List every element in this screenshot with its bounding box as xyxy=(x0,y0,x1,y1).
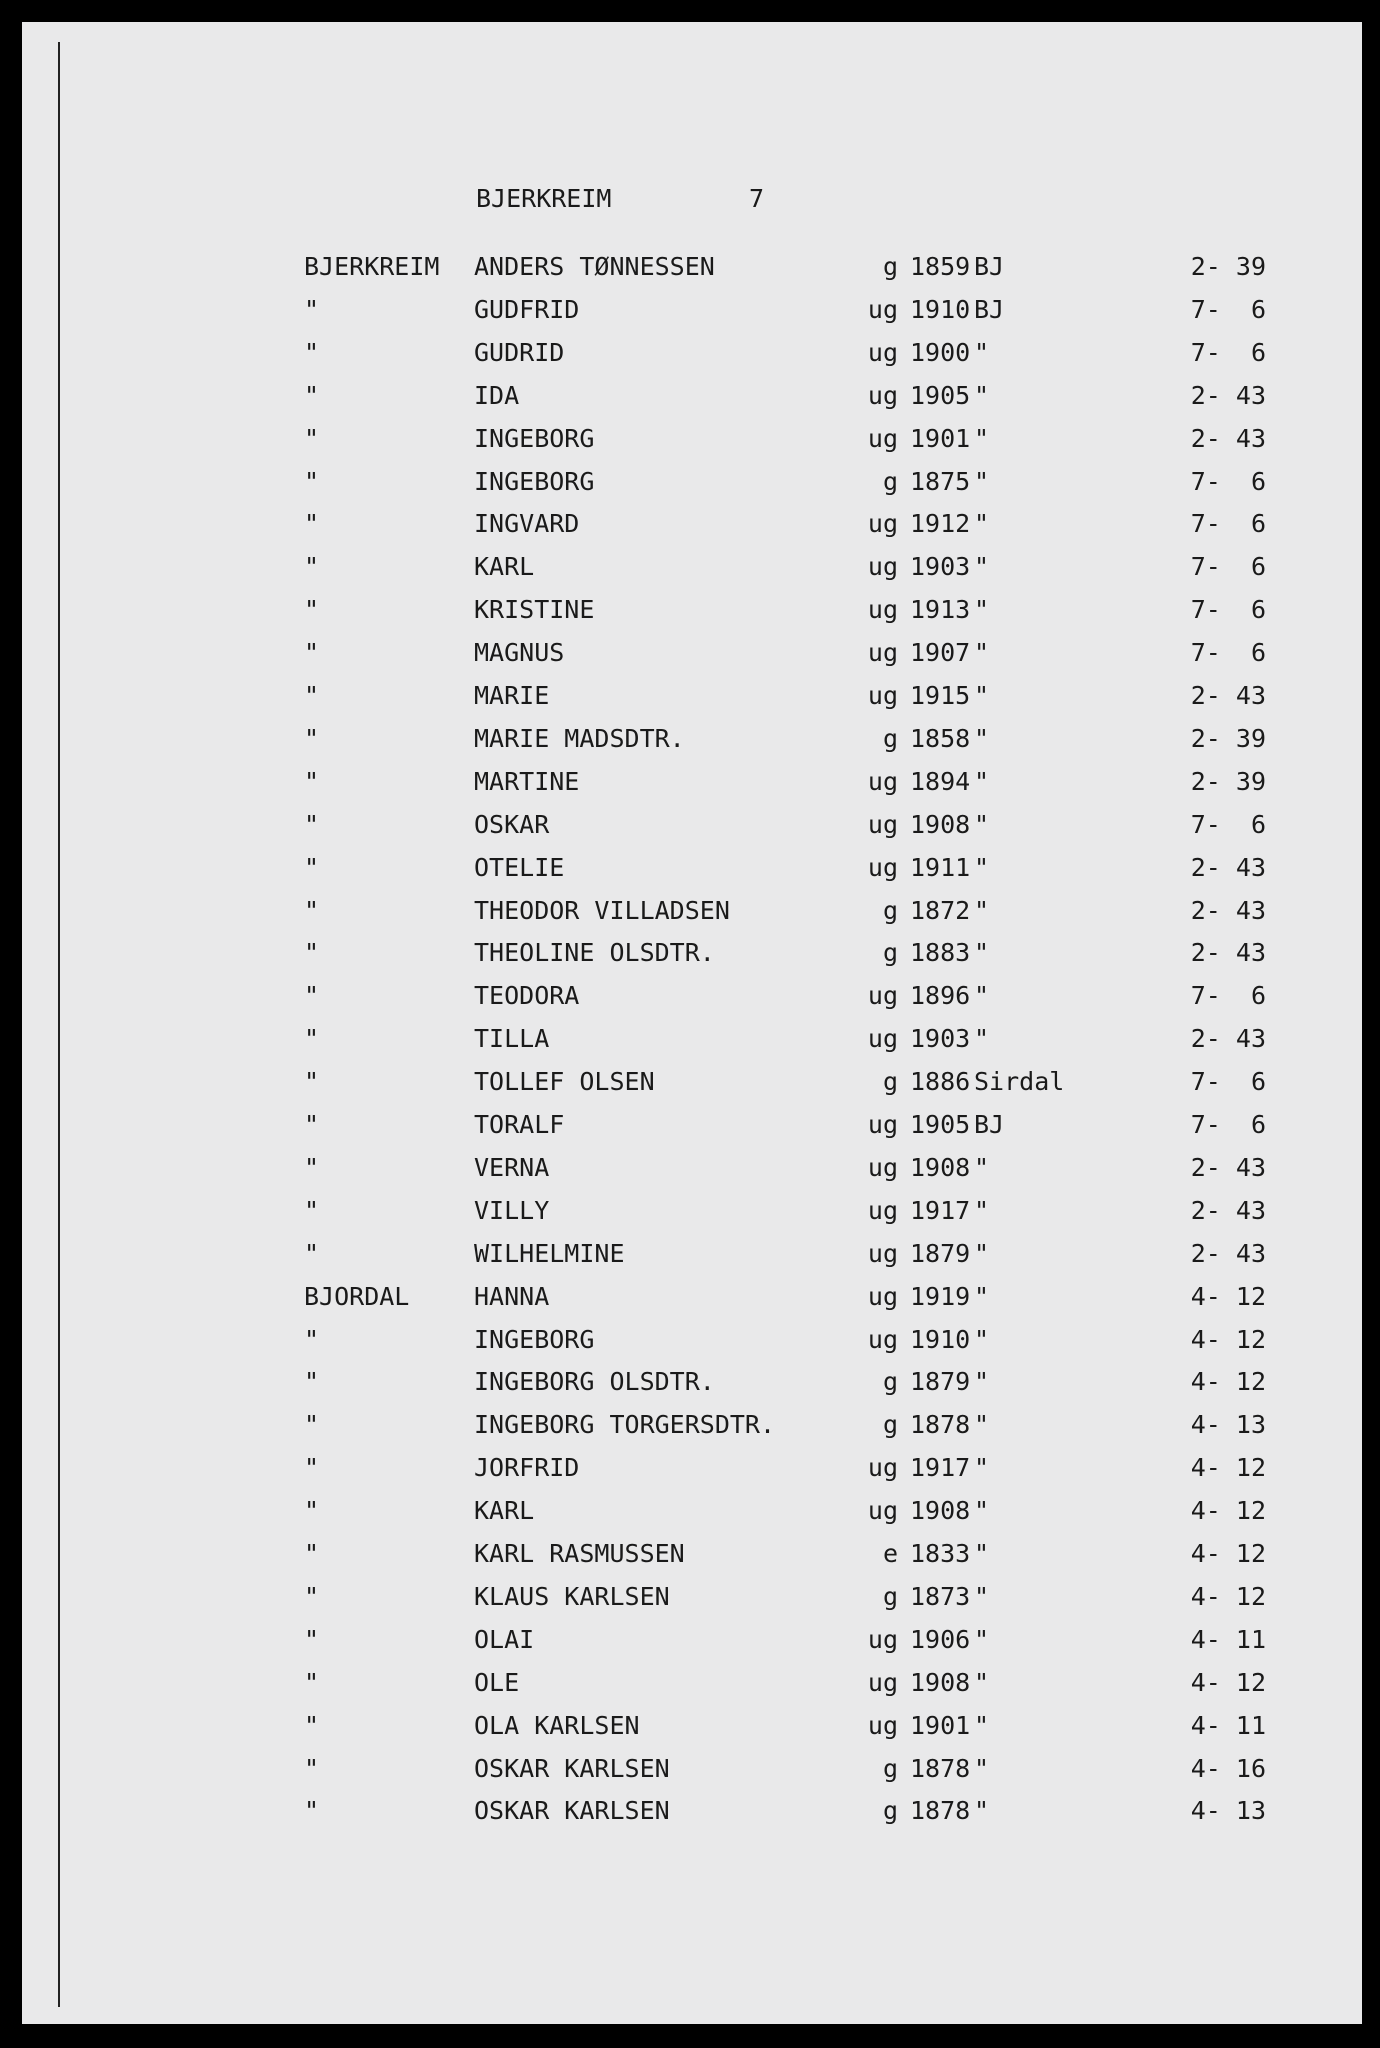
place-cell: " xyxy=(304,466,320,496)
birth-year-cell: 1913 xyxy=(910,595,971,625)
place-cell: " xyxy=(304,981,320,1011)
document-page xyxy=(22,22,1362,2024)
status-cell: g xyxy=(882,1067,898,1097)
reference-cell: 4- 12 xyxy=(1190,1453,1266,1483)
reference-cell: 4- 12 xyxy=(1190,1324,1266,1354)
place-cell: " xyxy=(304,681,320,710)
origin-cell: " xyxy=(974,1496,990,1526)
birth-year-cell: 1919 xyxy=(910,1281,971,1311)
name-cell: VILLY xyxy=(474,1195,550,1225)
birth-year-cell: 1894 xyxy=(910,766,971,796)
place-cell: " xyxy=(304,1324,320,1354)
register-row xyxy=(22,767,1362,807)
reference-cell: 4- 12 xyxy=(1190,1539,1266,1568)
status-cell: ug xyxy=(867,1195,898,1225)
status-cell: ug xyxy=(867,766,898,796)
register-row xyxy=(22,552,1362,592)
status-cell: g xyxy=(882,1367,898,1397)
origin-cell: " xyxy=(974,1024,990,1054)
birth-year-cell: 1875 xyxy=(910,466,971,496)
origin-cell: " xyxy=(974,1796,990,1826)
status-cell: g xyxy=(882,895,898,925)
birth-year-cell: 1873 xyxy=(910,1581,971,1611)
place-cell: " xyxy=(304,1152,320,1182)
status-cell: ug xyxy=(867,595,898,625)
status-cell: ug xyxy=(867,981,898,1011)
page-number: 7 xyxy=(749,184,765,213)
origin-cell: " xyxy=(974,380,990,410)
place-cell: " xyxy=(304,552,320,582)
place-cell: " xyxy=(304,1667,320,1697)
name-cell: GUDFRID xyxy=(474,294,580,324)
status-cell: ug xyxy=(867,1281,898,1311)
status-cell: g xyxy=(882,723,898,753)
birth-year-cell: 1859 xyxy=(910,252,971,281)
name-cell: JORFRID xyxy=(474,1453,580,1483)
status-cell: ug xyxy=(867,294,898,324)
place-cell: " xyxy=(304,1110,320,1139)
reference-cell: 4- 12 xyxy=(1190,1667,1266,1697)
status-cell: ug xyxy=(867,337,898,367)
reference-cell: 2- 43 xyxy=(1190,1195,1266,1225)
place-cell: " xyxy=(304,895,320,925)
reference-cell: 2- 43 xyxy=(1190,681,1266,710)
origin-cell: " xyxy=(974,1581,990,1611)
reference-cell: 7- 6 xyxy=(1190,294,1266,324)
origin-cell: " xyxy=(974,809,990,839)
register-row xyxy=(22,1582,1362,1622)
origin-cell: BJ xyxy=(974,294,1005,324)
status-cell: ug xyxy=(867,638,898,668)
register-row xyxy=(22,295,1362,335)
name-cell: THEODOR VILLADSEN xyxy=(474,895,730,925)
birth-year-cell: 1905 xyxy=(910,380,971,410)
birth-year-cell: 1911 xyxy=(910,852,971,882)
reference-cell: 4- 12 xyxy=(1190,1281,1266,1311)
reference-cell: 4- 11 xyxy=(1190,1624,1266,1654)
name-cell: KARL xyxy=(474,1496,535,1526)
reference-cell: 2- 43 xyxy=(1190,1238,1266,1268)
origin-cell: " xyxy=(974,552,990,582)
place-cell: " xyxy=(304,938,320,968)
place-cell: " xyxy=(304,1238,320,1268)
reference-cell: 4- 12 xyxy=(1190,1367,1266,1397)
name-cell: KARL RASMUSSEN xyxy=(474,1539,685,1568)
name-cell: TOLLEF OLSEN xyxy=(474,1067,655,1097)
birth-year-cell: 1908 xyxy=(910,1667,971,1697)
status-cell: ug xyxy=(867,509,898,539)
status-cell: ug xyxy=(867,1453,898,1483)
status-cell: e xyxy=(882,1539,898,1568)
name-cell: HANNA xyxy=(474,1281,550,1311)
register-row xyxy=(22,1711,1362,1751)
name-cell: INGEBORG xyxy=(474,423,595,453)
register-row xyxy=(22,1625,1362,1665)
register-row xyxy=(22,338,1362,378)
place-cell: " xyxy=(304,380,320,410)
status-cell: ug xyxy=(867,1238,898,1268)
name-cell: MARTINE xyxy=(474,766,580,796)
reference-cell: 7- 6 xyxy=(1190,509,1266,539)
place-cell: " xyxy=(304,1496,320,1526)
place-cell: " xyxy=(304,1195,320,1225)
register-row xyxy=(22,1239,1362,1279)
origin-cell: " xyxy=(974,981,990,1011)
place-cell: " xyxy=(304,1753,320,1783)
name-cell: TORALF xyxy=(474,1110,565,1139)
origin-cell: " xyxy=(974,1453,990,1483)
birth-year-cell: 1910 xyxy=(910,1324,971,1354)
name-cell: OLAI xyxy=(474,1624,535,1654)
place-cell: " xyxy=(304,723,320,753)
place-cell: " xyxy=(304,509,320,539)
place-cell: " xyxy=(304,1367,320,1397)
name-cell: MARIE MADSDTR. xyxy=(474,723,685,753)
reference-cell: 7- 6 xyxy=(1190,981,1266,1011)
reference-cell: 7- 6 xyxy=(1190,552,1266,582)
place-cell: " xyxy=(304,423,320,453)
name-cell: ANDERS TØNNESSEN xyxy=(474,252,715,281)
place-cell: " xyxy=(304,1453,320,1483)
name-cell: OSKAR xyxy=(474,809,550,839)
origin-cell: " xyxy=(974,1667,990,1697)
origin-cell: " xyxy=(974,1710,990,1740)
register-row xyxy=(22,1453,1362,1493)
origin-cell: " xyxy=(974,852,990,882)
register-row xyxy=(22,810,1362,850)
status-cell: ug xyxy=(867,681,898,710)
reference-cell: 2- 43 xyxy=(1190,938,1266,968)
register-row xyxy=(22,1067,1362,1107)
reference-cell: 2- 39 xyxy=(1190,252,1266,281)
name-cell: KARL xyxy=(474,552,535,582)
birth-year-cell: 1879 xyxy=(910,1367,971,1397)
reference-cell: 7- 6 xyxy=(1190,466,1266,496)
name-cell: VERNA xyxy=(474,1152,550,1182)
birth-year-cell: 1878 xyxy=(910,1410,971,1440)
register-row xyxy=(22,1410,1362,1450)
register-row xyxy=(22,638,1362,678)
birth-year-cell: 1900 xyxy=(910,337,971,367)
birth-year-cell: 1905 xyxy=(910,1110,971,1139)
reference-cell: 7- 6 xyxy=(1190,1110,1266,1139)
origin-cell: " xyxy=(974,509,990,539)
status-cell: ug xyxy=(867,1024,898,1054)
origin-cell: " xyxy=(974,1624,990,1654)
birth-year-cell: 1878 xyxy=(910,1796,971,1826)
birth-year-cell: 1910 xyxy=(910,294,971,324)
place-cell: " xyxy=(304,766,320,796)
birth-year-cell: 1872 xyxy=(910,895,971,925)
place-cell: " xyxy=(304,852,320,882)
name-cell: GUDRID xyxy=(474,337,565,367)
status-cell: ug xyxy=(867,423,898,453)
register-row xyxy=(22,1196,1362,1236)
register-row xyxy=(22,724,1362,764)
place-cell: " xyxy=(304,294,320,324)
register-row xyxy=(22,1024,1362,1064)
place-cell: " xyxy=(304,595,320,625)
name-cell: OLE xyxy=(474,1667,520,1697)
origin-cell: " xyxy=(974,681,990,710)
register-row xyxy=(22,595,1362,635)
status-cell: g xyxy=(882,466,898,496)
status-cell: ug xyxy=(867,380,898,410)
name-cell: IDA xyxy=(474,380,520,410)
status-cell: g xyxy=(882,938,898,968)
register-row xyxy=(22,1796,1362,1836)
name-cell: OSKAR KARLSEN xyxy=(474,1796,670,1826)
origin-cell: " xyxy=(974,1410,990,1440)
birth-year-cell: 1906 xyxy=(910,1624,971,1654)
birth-year-cell: 1917 xyxy=(910,1453,971,1483)
register-row xyxy=(22,1153,1362,1193)
origin-cell: " xyxy=(974,337,990,367)
status-cell: g xyxy=(882,252,898,281)
origin-cell: " xyxy=(974,723,990,753)
name-cell: KRISTINE xyxy=(474,595,595,625)
register-row xyxy=(22,1496,1362,1536)
origin-cell: " xyxy=(974,638,990,668)
name-cell: OTELIE xyxy=(474,852,565,882)
origin-cell: " xyxy=(974,766,990,796)
register-row xyxy=(22,896,1362,936)
origin-cell: " xyxy=(974,466,990,496)
origin-cell: " xyxy=(974,1324,990,1354)
register-row xyxy=(22,467,1362,507)
name-cell: INGEBORG TORGERSDTR. xyxy=(474,1410,776,1440)
register-row xyxy=(22,853,1362,893)
name-cell: TILLA xyxy=(474,1024,550,1054)
origin-cell: " xyxy=(974,1539,990,1568)
status-cell: ug xyxy=(867,809,898,839)
origin-cell: " xyxy=(974,938,990,968)
birth-year-cell: 1833 xyxy=(910,1539,971,1568)
reference-cell: 4- 12 xyxy=(1190,1496,1266,1526)
register-row xyxy=(22,1110,1362,1150)
register-row xyxy=(22,1282,1362,1322)
birth-year-cell: 1917 xyxy=(910,1195,971,1225)
reference-cell: 2- 43 xyxy=(1190,380,1266,410)
status-cell: ug xyxy=(867,1710,898,1740)
origin-cell: " xyxy=(974,895,990,925)
status-cell: g xyxy=(882,1581,898,1611)
birth-year-cell: 1915 xyxy=(910,681,971,710)
birth-year-cell: 1901 xyxy=(910,1710,971,1740)
status-cell: ug xyxy=(867,1152,898,1182)
register-row xyxy=(22,1754,1362,1794)
reference-cell: 2- 39 xyxy=(1190,723,1266,753)
origin-cell: " xyxy=(974,1281,990,1311)
reference-cell: 4- 13 xyxy=(1190,1796,1266,1826)
birth-year-cell: 1907 xyxy=(910,638,971,668)
name-cell: INGEBORG xyxy=(474,466,595,496)
birth-year-cell: 1908 xyxy=(910,1152,971,1182)
status-cell: ug xyxy=(867,852,898,882)
place-cell: " xyxy=(304,1024,320,1054)
register-row xyxy=(22,1367,1362,1407)
place-cell: " xyxy=(304,1067,320,1097)
place-cell: " xyxy=(304,1539,320,1568)
origin-cell: " xyxy=(974,1195,990,1225)
place-cell: " xyxy=(304,1796,320,1826)
place-cell: " xyxy=(304,1624,320,1654)
reference-cell: 7- 6 xyxy=(1190,595,1266,625)
birth-year-cell: 1903 xyxy=(910,1024,971,1054)
name-cell: THEOLINE OLSDTR. xyxy=(474,938,715,968)
register-row xyxy=(22,681,1362,721)
place-cell: BJORDAL xyxy=(304,1281,410,1311)
register-row xyxy=(22,981,1362,1021)
birth-year-cell: 1858 xyxy=(910,723,971,753)
birth-year-cell: 1878 xyxy=(910,1753,971,1783)
birth-year-cell: 1903 xyxy=(910,552,971,582)
register-row xyxy=(22,424,1362,464)
name-cell: WILHELMINE xyxy=(474,1238,625,1268)
status-cell: g xyxy=(882,1410,898,1440)
origin-cell: " xyxy=(974,1238,990,1268)
register-row xyxy=(22,252,1362,292)
place-cell: " xyxy=(304,1410,320,1440)
status-cell: ug xyxy=(867,1324,898,1354)
origin-cell: Sirdal xyxy=(974,1067,1065,1097)
place-cell: " xyxy=(304,638,320,668)
reference-cell: 2- 43 xyxy=(1190,423,1266,453)
name-cell: OLA KARLSEN xyxy=(474,1710,640,1740)
place-cell: " xyxy=(304,809,320,839)
birth-year-cell: 1908 xyxy=(910,809,971,839)
origin-cell: " xyxy=(974,1367,990,1397)
name-cell: INGEBORG OLSDTR. xyxy=(474,1367,715,1397)
reference-cell: 2- 43 xyxy=(1190,852,1266,882)
register-row xyxy=(22,1668,1362,1708)
origin-cell: BJ xyxy=(974,252,1005,281)
origin-cell: " xyxy=(974,423,990,453)
birth-year-cell: 1901 xyxy=(910,423,971,453)
name-cell: MAGNUS xyxy=(474,638,565,668)
birth-year-cell: 1883 xyxy=(910,938,971,968)
reference-cell: 7- 6 xyxy=(1190,809,1266,839)
register-row xyxy=(22,1325,1362,1365)
origin-cell: " xyxy=(974,1753,990,1783)
name-cell: OSKAR KARLSEN xyxy=(474,1753,670,1783)
status-cell: ug xyxy=(867,1624,898,1654)
name-cell: MARIE xyxy=(474,681,550,710)
status-cell: ug xyxy=(867,552,898,582)
status-cell: ug xyxy=(867,1110,898,1139)
birth-year-cell: 1908 xyxy=(910,1496,971,1526)
birth-year-cell: 1912 xyxy=(910,509,971,539)
reference-cell: 7- 6 xyxy=(1190,638,1266,668)
place-cell: " xyxy=(304,1710,320,1740)
reference-cell: 2- 39 xyxy=(1190,766,1266,796)
reference-cell: 7- 6 xyxy=(1190,1067,1266,1097)
reference-cell: 2- 43 xyxy=(1190,895,1266,925)
origin-cell: " xyxy=(974,1152,990,1182)
status-cell: ug xyxy=(867,1496,898,1526)
name-cell: INGEBORG xyxy=(474,1324,595,1354)
register-row xyxy=(22,381,1362,421)
birth-year-cell: 1886 xyxy=(910,1067,971,1097)
status-cell: g xyxy=(882,1753,898,1783)
name-cell: INGVARD xyxy=(474,509,580,539)
reference-cell: 4- 13 xyxy=(1190,1410,1266,1440)
place-cell: BJERKREIM xyxy=(304,252,440,281)
register-row xyxy=(22,938,1362,978)
reference-cell: 2- 43 xyxy=(1190,1152,1266,1182)
reference-cell: 7- 6 xyxy=(1190,337,1266,367)
name-cell: KLAUS KARLSEN xyxy=(474,1581,670,1611)
status-cell: ug xyxy=(867,1667,898,1697)
reference-cell: 4- 11 xyxy=(1190,1710,1266,1740)
register-row xyxy=(22,1539,1362,1579)
reference-cell: 4- 16 xyxy=(1190,1753,1266,1783)
birth-year-cell: 1879 xyxy=(910,1238,971,1268)
place-cell: " xyxy=(304,1581,320,1611)
origin-cell: " xyxy=(974,595,990,625)
place-cell: " xyxy=(304,337,320,367)
register-row xyxy=(22,509,1362,549)
status-cell: g xyxy=(882,1796,898,1826)
origin-cell: BJ xyxy=(974,1110,1005,1139)
reference-cell: 2- 43 xyxy=(1190,1024,1266,1054)
header-place: BJERKREIM xyxy=(476,184,612,213)
birth-year-cell: 1896 xyxy=(910,981,971,1011)
name-cell: TEODORA xyxy=(474,981,580,1011)
reference-cell: 4- 12 xyxy=(1190,1581,1266,1611)
